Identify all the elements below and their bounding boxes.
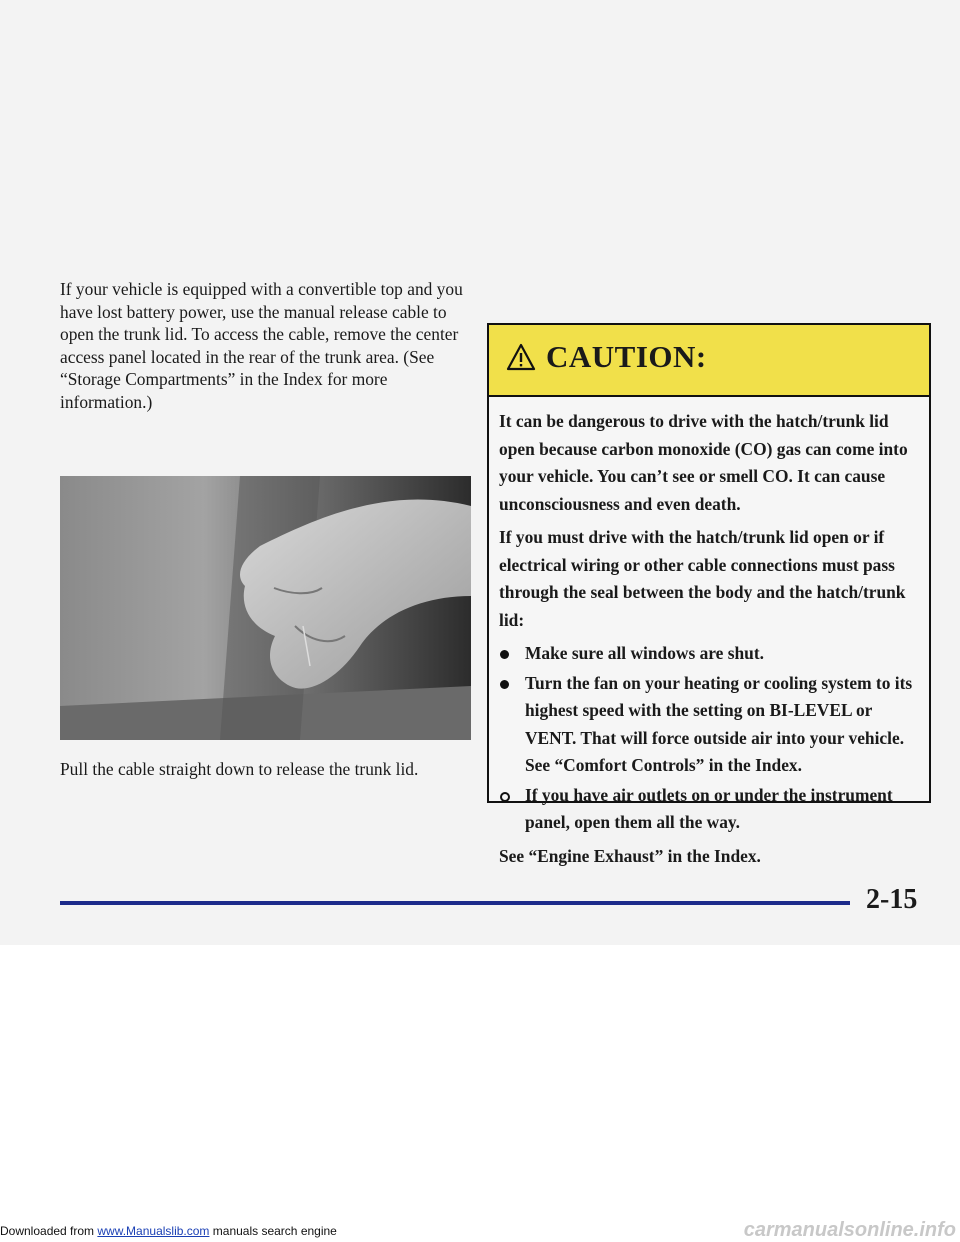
footer-rule <box>60 901 850 905</box>
caution-title: CAUTION: <box>546 339 707 374</box>
caution-bullet-list <box>499 640 927 837</box>
intro-paragraph: If your vehicle is equipped with a convertible top and you have lost battery power, use the manual release cable to open the trunk lid. To access the cable, remove the center access panel located in the rear of the trunk area. (See “Storage Compartments” in the Index for more information.) <box>60 279 463 412</box>
bullet-icon <box>500 650 509 659</box>
caution-bullet-item: Make sure all windows are shut. <box>499 640 927 668</box>
manualslib-link[interactable]: www.Manualslib.com <box>97 1224 210 1238</box>
page-number: 2-15 <box>866 884 918 915</box>
photo-illustration <box>60 476 471 740</box>
caution-body <box>499 408 927 876</box>
caution-closing: See “Engine Exhaust” in the Index. <box>499 845 761 866</box>
footer-prefix: Downloaded from <box>0 1224 98 1238</box>
caution-bullet-item: If you have air outlets on or under the instrument panel, open them all the way. <box>499 782 927 837</box>
intro-column <box>60 278 470 413</box>
caution-paragraph-1: It can be dangerous to drive with the hatch/trunk lid open because carbon monoxide (CO) gas can come into your vehicle. You can’t see or smell CO. It can cause unconsciousness and even death. <box>499 411 908 514</box>
download-footer <box>0 1224 337 1238</box>
caution-header <box>489 325 929 397</box>
caution-paragraph-2: If you must drive with the hatch/trunk lid open or if electrical wiring or other cable connections must pass through the seal between the body and the hatch/trunk lid: <box>499 527 906 630</box>
footer-suffix: manuals search engine <box>209 1224 337 1238</box>
warning-triangle-icon <box>506 343 536 371</box>
cable-release-photo <box>60 476 471 740</box>
photo-caption: Pull the cable straight down to release the trunk lid. <box>60 759 419 779</box>
caution-box <box>487 323 931 866</box>
bullet-icon <box>500 680 509 689</box>
bullet-icon <box>500 792 510 802</box>
site-watermark: carmanualsonline.info <box>743 1219 956 1241</box>
caution-bullet-item: Turn the fan on your heating or cooling system to its highest speed with the setting on BI-LEVEL or VENT. That will force outside air into your vehicle. See “Comfort Controls” in the Index. <box>499 670 927 780</box>
